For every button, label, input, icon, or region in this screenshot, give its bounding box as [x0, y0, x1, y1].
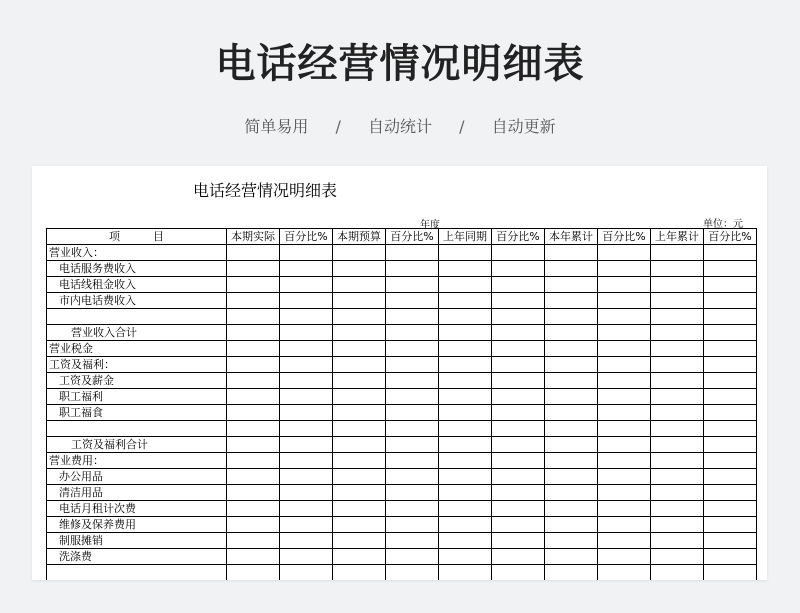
table-cell	[439, 421, 492, 437]
table-cell	[439, 357, 492, 373]
table-row	[47, 341, 757, 357]
table-cell	[333, 309, 386, 325]
table-cell	[386, 389, 439, 405]
column-header: 本期实际	[227, 229, 280, 245]
table-cell	[227, 325, 280, 341]
table-row	[47, 373, 757, 389]
year-label: 年度	[420, 220, 440, 231]
table-cell	[439, 437, 492, 453]
table-cell	[545, 517, 598, 533]
row-label: 职工福利	[47, 389, 227, 405]
table-cell	[492, 453, 545, 469]
table-row	[47, 549, 757, 565]
table-row	[47, 325, 757, 341]
row-label: 营业收入合计	[47, 325, 227, 341]
sheet-title: 电话经营情况明细表	[193, 181, 338, 200]
table-cell	[598, 533, 651, 549]
table-cell	[651, 261, 704, 277]
table-cell	[704, 453, 757, 469]
table-cell	[492, 309, 545, 325]
table-cell	[280, 565, 333, 581]
table-cell	[333, 453, 386, 469]
table-cell	[227, 373, 280, 389]
table-cell	[280, 245, 333, 261]
table-row	[47, 309, 757, 325]
table-cell	[439, 453, 492, 469]
table-cell	[280, 533, 333, 549]
table-cell	[545, 533, 598, 549]
table-cell	[439, 549, 492, 565]
table-cell	[545, 389, 598, 405]
table-cell	[545, 261, 598, 277]
table-cell	[227, 277, 280, 293]
table-cell	[492, 405, 545, 421]
table-row	[47, 453, 757, 469]
table-cell	[227, 565, 280, 581]
spreadsheet-preview	[32, 166, 767, 580]
table-cell	[333, 277, 386, 293]
table-cell	[227, 245, 280, 261]
table-cell	[386, 421, 439, 437]
table-cell	[651, 469, 704, 485]
table-cell	[492, 341, 545, 357]
table-cell	[280, 485, 333, 501]
table-cell	[439, 325, 492, 341]
table-cell	[598, 437, 651, 453]
table-cell	[227, 261, 280, 277]
table-cell	[492, 437, 545, 453]
row-label: 洗涤费	[47, 549, 227, 565]
table-cell	[439, 373, 492, 389]
table-cell	[704, 389, 757, 405]
table-cell	[280, 469, 333, 485]
table-cell	[492, 389, 545, 405]
table-cell	[545, 357, 598, 373]
table-cell	[598, 501, 651, 517]
row-label: 清洁用品	[47, 485, 227, 501]
table-cell	[545, 421, 598, 437]
row-label: 电话服务费收入	[47, 261, 227, 277]
table-cell	[545, 277, 598, 293]
table-cell	[280, 277, 333, 293]
table-cell	[492, 549, 545, 565]
table-cell	[227, 357, 280, 373]
table-cell	[598, 261, 651, 277]
table-cell	[651, 293, 704, 309]
row-label: 职工福食	[47, 405, 227, 421]
table-cell	[704, 261, 757, 277]
column-header: 本期预算	[333, 229, 386, 245]
table-cell	[492, 293, 545, 309]
table-cell	[545, 309, 598, 325]
table-cell	[386, 485, 439, 501]
table-cell	[598, 277, 651, 293]
table-cell	[439, 565, 492, 581]
table-cell	[386, 501, 439, 517]
table-row	[47, 293, 757, 309]
unit-label: 单位：元	[703, 219, 743, 230]
row-label: 维修及保养费用	[47, 517, 227, 533]
table-cell	[598, 293, 651, 309]
table-row	[47, 357, 757, 373]
table-cell	[492, 469, 545, 485]
table-cell	[333, 325, 386, 341]
table-cell	[280, 501, 333, 517]
tag-separator: /	[335, 117, 341, 136]
table-cell	[651, 565, 704, 581]
table-cell	[492, 373, 545, 389]
table-cell	[492, 517, 545, 533]
table-cell	[704, 245, 757, 261]
table-cell	[704, 373, 757, 389]
table-cell	[386, 293, 439, 309]
table-cell	[598, 453, 651, 469]
tag-auto-update: 自动更新	[491, 117, 556, 136]
tagline	[0, 114, 800, 137]
table-cell	[704, 357, 757, 373]
table-cell	[386, 533, 439, 549]
table-cell	[386, 469, 439, 485]
table-cell	[439, 485, 492, 501]
table-row	[47, 517, 757, 533]
table-cell	[227, 341, 280, 357]
table-cell	[333, 293, 386, 309]
table-cell	[704, 277, 757, 293]
row-label: 工资及薪金	[47, 373, 227, 389]
table-cell	[492, 325, 545, 341]
table-cell	[439, 309, 492, 325]
table-cell	[651, 389, 704, 405]
row-label	[47, 565, 227, 581]
table-cell	[280, 421, 333, 437]
column-header: 百分比%	[386, 229, 439, 245]
table-cell	[598, 357, 651, 373]
table-cell	[227, 453, 280, 469]
table-cell	[386, 261, 439, 277]
table-cell	[704, 501, 757, 517]
table-cell	[598, 405, 651, 421]
table-cell	[333, 261, 386, 277]
table-cell	[651, 453, 704, 469]
table-cell	[386, 517, 439, 533]
table-cell	[651, 485, 704, 501]
table-cell	[598, 517, 651, 533]
table-cell	[545, 469, 598, 485]
table-cell	[227, 501, 280, 517]
table-cell	[651, 325, 704, 341]
table-cell	[545, 373, 598, 389]
table-cell	[280, 293, 333, 309]
table-cell	[545, 325, 598, 341]
table-cell	[280, 517, 333, 533]
table-cell	[704, 421, 757, 437]
table-cell	[598, 325, 651, 341]
table-cell	[280, 405, 333, 421]
table-cell	[704, 517, 757, 533]
table-cell	[598, 565, 651, 581]
table-cell	[704, 533, 757, 549]
table-cell	[280, 373, 333, 389]
column-header-item: 项 目	[47, 229, 227, 245]
table-cell	[280, 549, 333, 565]
table-cell	[386, 549, 439, 565]
table-cell	[651, 549, 704, 565]
table-cell	[545, 405, 598, 421]
table-cell	[704, 341, 757, 357]
table-cell	[492, 421, 545, 437]
table-cell	[280, 437, 333, 453]
column-header: 本年累计	[545, 229, 598, 245]
column-header: 百分比%	[492, 229, 545, 245]
tag-auto-statistics: 自动统计	[367, 117, 432, 136]
column-header: 百分比%	[280, 229, 333, 245]
table-cell	[651, 373, 704, 389]
table-row	[47, 469, 757, 485]
table-cell	[704, 485, 757, 501]
row-label	[47, 309, 227, 325]
row-label: 电话月租计次费	[47, 501, 227, 517]
table-cell	[386, 453, 439, 469]
table-cell	[386, 309, 439, 325]
table-cell	[333, 373, 386, 389]
table-cell	[545, 565, 598, 581]
tag-easy-to-use: 简单易用	[244, 117, 309, 136]
table-cell	[598, 469, 651, 485]
row-label: 工资及福利合计	[47, 437, 227, 453]
column-header: 百分比%	[598, 229, 651, 245]
table-cell	[545, 485, 598, 501]
table-cell	[227, 437, 280, 453]
table-cell	[545, 453, 598, 469]
table-cell	[333, 357, 386, 373]
table-cell	[386, 325, 439, 341]
table-row	[47, 485, 757, 501]
table-cell	[280, 261, 333, 277]
table-cell	[492, 565, 545, 581]
column-header: 上年同期	[439, 229, 492, 245]
table-cell	[598, 485, 651, 501]
table-cell	[545, 501, 598, 517]
table-cell	[651, 309, 704, 325]
table-cell	[598, 421, 651, 437]
table-cell	[651, 405, 704, 421]
table-cell	[704, 309, 757, 325]
table-cell	[386, 245, 439, 261]
table-cell	[333, 549, 386, 565]
table-cell	[386, 565, 439, 581]
table-cell	[386, 437, 439, 453]
table-header-row	[47, 229, 757, 245]
table-cell	[439, 341, 492, 357]
table-cell	[651, 341, 704, 357]
table-cell	[651, 533, 704, 549]
row-label: 电话线租金收入	[47, 277, 227, 293]
detail-table	[46, 228, 757, 580]
row-label: 市内电话费收入	[47, 293, 227, 309]
table-cell	[386, 405, 439, 421]
table-cell	[333, 517, 386, 533]
table-cell	[545, 245, 598, 261]
table-cell	[704, 325, 757, 341]
table-cell	[598, 389, 651, 405]
table-cell	[704, 405, 757, 421]
table-cell	[492, 245, 545, 261]
table-cell	[651, 245, 704, 261]
page-title: 电话经营情况明细表	[215, 41, 585, 87]
tag-separator: /	[459, 117, 465, 136]
table-cell	[704, 565, 757, 581]
table-cell	[492, 501, 545, 517]
row-label: 营业费用：	[47, 453, 227, 469]
table-row	[47, 437, 757, 453]
row-label	[47, 421, 227, 437]
table-cell	[333, 389, 386, 405]
table-cell	[439, 277, 492, 293]
row-label: 工资及福利：	[47, 357, 227, 373]
table-cell	[439, 469, 492, 485]
table-cell	[651, 437, 704, 453]
table-row	[47, 277, 757, 293]
table-cell	[545, 293, 598, 309]
table-cell	[333, 501, 386, 517]
table-cell	[651, 517, 704, 533]
table-row	[47, 565, 757, 581]
table-cell	[333, 437, 386, 453]
table-cell	[651, 357, 704, 373]
table-cell	[439, 293, 492, 309]
table-cell	[227, 533, 280, 549]
table-cell	[333, 245, 386, 261]
table-cell	[333, 533, 386, 549]
table-cell	[280, 453, 333, 469]
table-cell	[227, 309, 280, 325]
table-cell	[227, 485, 280, 501]
table-cell	[227, 549, 280, 565]
table-cell	[439, 405, 492, 421]
table-cell	[227, 405, 280, 421]
table-cell	[386, 341, 439, 357]
table-row	[47, 533, 757, 549]
table-cell	[651, 501, 704, 517]
column-header: 上年累计	[651, 229, 704, 245]
table-cell	[386, 277, 439, 293]
table-cell	[704, 437, 757, 453]
column-header: 百分比%	[704, 229, 757, 245]
table-cell	[333, 565, 386, 581]
table-cell	[227, 389, 280, 405]
row-label: 营业收入：	[47, 245, 227, 261]
table-cell	[280, 309, 333, 325]
table-cell	[439, 533, 492, 549]
table-cell	[598, 245, 651, 261]
table-cell	[439, 517, 492, 533]
table-cell	[492, 261, 545, 277]
table-cell	[598, 341, 651, 357]
table-row	[47, 501, 757, 517]
table-cell	[439, 501, 492, 517]
table-cell	[333, 421, 386, 437]
table-cell	[227, 469, 280, 485]
table-cell	[227, 293, 280, 309]
table-cell	[651, 277, 704, 293]
table-cell	[598, 373, 651, 389]
row-label: 营业税金	[47, 341, 227, 357]
table-cell	[333, 469, 386, 485]
table-cell	[439, 261, 492, 277]
table-cell	[492, 533, 545, 549]
table-cell	[227, 421, 280, 437]
table-row	[47, 405, 757, 421]
table-cell	[704, 549, 757, 565]
table-cell	[704, 293, 757, 309]
row-label: 制服摊销	[47, 533, 227, 549]
table-cell	[651, 421, 704, 437]
table-cell	[333, 485, 386, 501]
table-cell	[492, 277, 545, 293]
table-cell	[280, 325, 333, 341]
table-row	[47, 245, 757, 261]
table-cell	[333, 405, 386, 421]
table-cell	[386, 357, 439, 373]
table-row	[47, 389, 757, 405]
table-cell	[545, 437, 598, 453]
table-cell	[598, 549, 651, 565]
table-cell	[333, 341, 386, 357]
table-cell	[280, 341, 333, 357]
table-cell	[598, 309, 651, 325]
table-cell	[439, 245, 492, 261]
table-cell	[386, 373, 439, 389]
table-cell	[492, 357, 545, 373]
table-cell	[704, 469, 757, 485]
table-cell	[227, 517, 280, 533]
table-row	[47, 421, 757, 437]
table-cell	[439, 389, 492, 405]
table-cell	[280, 357, 333, 373]
table-row	[47, 261, 757, 277]
row-label: 办公用品	[47, 469, 227, 485]
table-cell	[492, 485, 545, 501]
table-cell	[280, 389, 333, 405]
table-cell	[545, 341, 598, 357]
table-cell	[545, 549, 598, 565]
